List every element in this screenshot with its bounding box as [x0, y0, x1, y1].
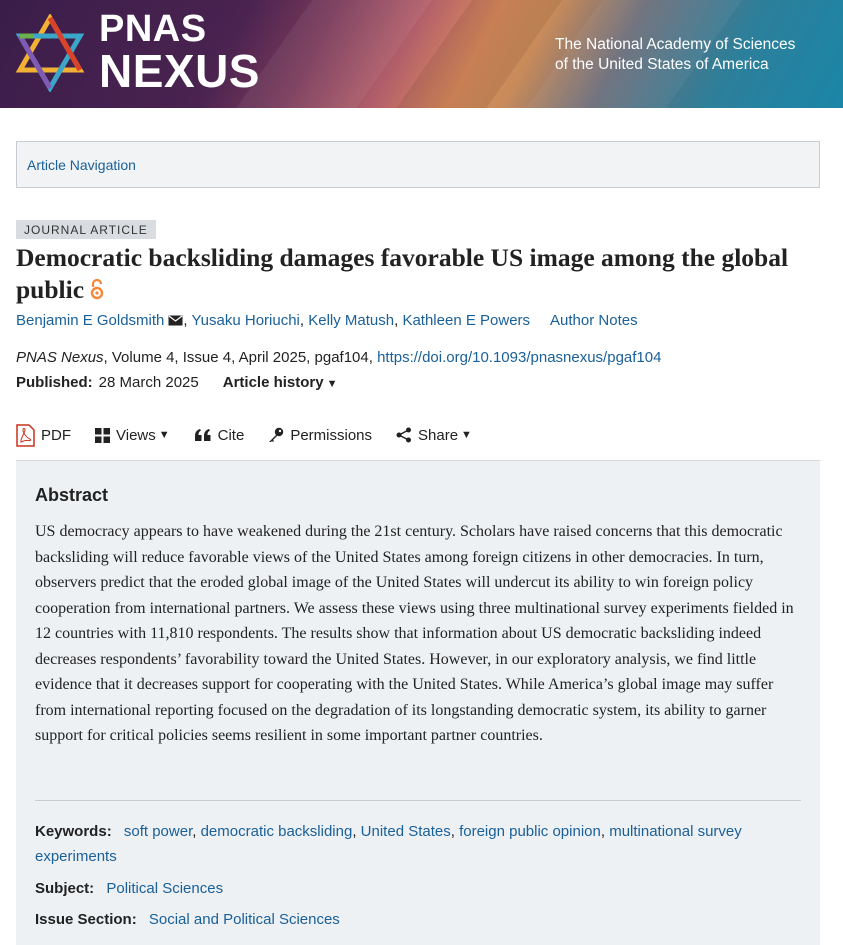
abstract-heading: Abstract: [35, 485, 109, 505]
doi-link[interactable]: https://doi.org/10.1093/pnasnexus/pgaf104: [377, 349, 662, 366]
caret-down-icon: ▼: [326, 378, 338, 390]
tagline-line-2: of the United States of America: [555, 56, 769, 73]
citation-details: , Volume 4, Issue 4, April 2025, pgaf104,: [103, 349, 378, 366]
article-type-badge: JOURNAL ARTICLE: [16, 220, 156, 239]
keyword-link[interactable]: foreign public opinion: [459, 823, 601, 840]
share-icon: [396, 427, 412, 443]
keyword-link[interactable]: United States: [360, 823, 451, 840]
abstract-divider: [35, 800, 801, 801]
grid-icon: [95, 428, 110, 443]
subject-row: [35, 876, 805, 901]
permissions-label: Permissions: [290, 426, 373, 444]
author-list: Benjamin E Goldsmith , Yusaku Horiuchi, Kelly Matush, Kathleen E Powers Author Notes: [16, 312, 638, 329]
keywords-row: Keywords: soft power, democratic backsliding, United States, foreign public opinion, multinational survey experiments: [35, 823, 742, 865]
caret-down-icon: ▼: [158, 429, 170, 441]
keyword-link[interactable]: soft power: [123, 823, 193, 840]
article-title: [16, 242, 816, 306]
views-dropdown[interactable]: [95, 427, 170, 444]
abstract-text: US democracy appears to have weakened during the 21st century. Scholars have raised concerns that this democratic backsliding will reduce favorable views of the United States among foreign citizens in other democracies. In turn, observers predict that the eroded global image of the United States will undercut its ability to win foreign policy cooperation from international partners. We assess these views using three multinational survey experiments fielded in 12 countries with 11,810 respondents. The results show that information about US democratic backsliding indeed decreases respondents’ favorability toward the United States. However, in our exploratory analysis, we find little evidence that it decreases support for cooperating with the United States. While America’s global image may suffer from international reporting focused on the degradation of its longstanding democratic system, its ability to garner support for critical policies seems resilient in some important partner countries.: [35, 523, 794, 744]
article-title-text: Democratic backsliding damages favorable US image among the global public: [16, 243, 789, 304]
views-label: Views: [116, 426, 156, 444]
subject-label: Subject:: [35, 880, 95, 897]
issue-section-link[interactable]: Social and Political Sciences: [148, 911, 340, 928]
quote-icon: [194, 428, 212, 442]
article-navigation-label: Article Navigation: [27, 156, 136, 173]
publication-info: [16, 374, 338, 391]
author-link-matush[interactable]: Kelly Matush: [308, 312, 395, 329]
keyword-link[interactable]: multinational survey experiments: [35, 823, 742, 865]
journal-logo-text[interactable]: [99, 8, 260, 97]
keywords-label: Keywords:: [35, 823, 112, 840]
keyword-link[interactable]: democratic backsliding: [200, 823, 353, 840]
logo-line-1: PNAS: [99, 8, 207, 50]
nas-tagline[interactable]: [555, 35, 795, 75]
journal-name: PNAS Nexus: [16, 349, 104, 366]
author-link-powers[interactable]: Kathleen E Powers: [402, 312, 531, 329]
email-icon[interactable]: [168, 315, 183, 326]
published-label: Published:: [16, 374, 93, 391]
published-date: 28 March 2025: [98, 374, 199, 391]
permissions-button[interactable]: [268, 427, 372, 444]
issue-section-row: [35, 907, 805, 932]
article-history-dropdown[interactable]: [223, 374, 338, 391]
site-header-banner: [0, 0, 843, 108]
pdf-button[interactable]: [16, 424, 71, 447]
share-dropdown[interactable]: [396, 427, 472, 444]
author-link-horiuchi[interactable]: Yusaku Horiuchi: [191, 312, 300, 329]
citation-line: [16, 349, 661, 366]
pdf-icon: [16, 424, 35, 447]
author-notes-link[interactable]: Author Notes: [550, 312, 638, 329]
cite-label: Cite: [217, 426, 245, 444]
tagline-line-1: The National Academy of Sciences: [555, 36, 796, 53]
article-toolbar: [16, 418, 820, 452]
issue-section-label: Issue Section:: [35, 911, 137, 928]
article-navigation-toggle[interactable]: [16, 141, 820, 188]
article-history-label: Article history: [222, 374, 324, 391]
pdf-label: PDF: [41, 426, 71, 444]
author-link-goldsmith[interactable]: Benjamin E Goldsmith: [16, 312, 165, 329]
cite-button[interactable]: [194, 427, 245, 444]
caret-down-icon: ▼: [461, 429, 472, 441]
subject-link[interactable]: Political Sciences: [106, 880, 224, 897]
abstract-section: [16, 460, 820, 945]
logo-line-2: NEXUS: [99, 45, 260, 97]
open-access-icon: [90, 278, 104, 300]
key-icon: [268, 427, 284, 443]
share-label: Share: [418, 426, 459, 444]
pnas-nexus-logo-icon[interactable]: [14, 14, 86, 92]
